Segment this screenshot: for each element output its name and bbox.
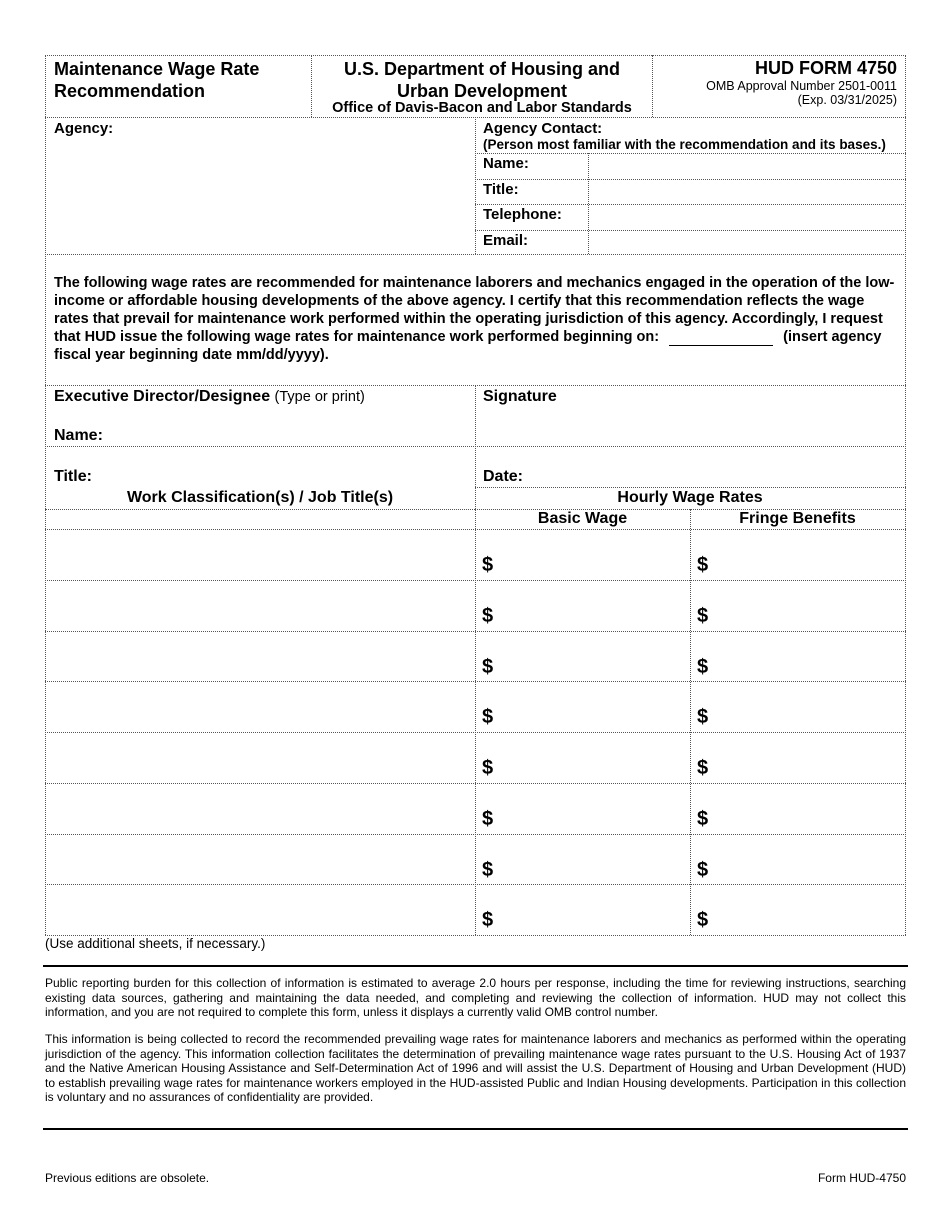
fringe-benefits-dollar-sign: $ <box>697 858 709 881</box>
grid-line <box>475 204 906 205</box>
agency-label: Agency: <box>54 120 114 137</box>
agency-field[interactable] <box>48 140 472 252</box>
grid-line <box>45 55 906 56</box>
fringe-benefits-dollar-sign: $ <box>697 706 709 729</box>
hourly-wage-rates-header: Hourly Wage Rates <box>617 489 763 506</box>
classification-field[interactable] <box>48 908 472 932</box>
grid-line <box>45 529 906 530</box>
grid-line <box>475 230 906 231</box>
contact-email-label: Email: <box>483 232 529 249</box>
signature-box[interactable] <box>476 408 904 445</box>
grid-line <box>475 179 906 180</box>
basic-wage-dollar-sign: $ <box>482 604 494 627</box>
fringe-benefits-dollar-sign: $ <box>697 757 709 779</box>
classification-field[interactable] <box>48 655 472 679</box>
fringe-benefits-dollar-sign: $ <box>697 909 709 932</box>
contact-name-label: Name: <box>483 155 529 172</box>
certification-text-instruction: (insert agency fiscal year beginning date mm/dd/yyyy). <box>54 329 882 363</box>
fringe-benefits-field[interactable] <box>713 705 903 729</box>
basic-wage-dollar-sign: $ <box>482 655 494 678</box>
fringe-benefits-field[interactable] <box>713 604 903 628</box>
fringe-benefits-field[interactable] <box>713 858 903 882</box>
classification-header: Work Classification(s) / Job Title(s) <box>126 489 394 506</box>
grid-line <box>475 385 476 935</box>
fringe-benefits-dollar-sign: $ <box>697 655 709 678</box>
basic-wage-field[interactable] <box>498 705 688 729</box>
grid-line <box>45 55 46 935</box>
director-name-field[interactable] <box>110 424 470 446</box>
agency-contact-label: Agency Contact: <box>483 120 603 137</box>
director-title-field[interactable] <box>104 465 470 487</box>
department-name: U.S. Department of Housing and Urban Development <box>343 59 620 101</box>
additional-sheets-note: (Use additional sheets, if necessary.) <box>45 936 266 951</box>
basic-wage-dollar-sign: $ <box>482 757 494 779</box>
certification-text-main: The following wage rates are recommended for maintenance laborers and mechanics engaged in the operation of the low-income or affordable housing developments of the above agency. I certify that this recommendation reflects the wage rates that prevail for maintenance work performed within the operating jurisdiction of this agency. Accordingly, I request that HUD issue the following wage rates for maintenance work performed beginning on: <box>54 275 895 345</box>
director-heading <box>54 388 365 406</box>
signature-label: Signature <box>483 388 557 405</box>
disclosure-top-rule <box>43 965 908 967</box>
fringe-benefits-field[interactable] <box>713 807 903 831</box>
classification-field[interactable] <box>48 858 472 882</box>
form-title: Maintenance Wage Rate Recommendation <box>54 59 260 101</box>
basic-wage-field[interactable] <box>498 553 688 577</box>
grid-line <box>45 254 906 255</box>
grid-line <box>45 446 906 447</box>
disclosure-bottom-rule <box>43 1128 908 1130</box>
fiscal-year-start-field[interactable] <box>669 329 773 346</box>
grid-line <box>475 153 906 154</box>
contact-name-field[interactable] <box>590 154 904 178</box>
grid-line <box>475 487 906 488</box>
grid-line <box>652 55 653 117</box>
form-number: HUD FORM 4750 <box>754 58 897 78</box>
basic-wage-dollar-sign: $ <box>482 554 494 576</box>
director-note: (Type or print) <box>274 389 365 405</box>
office-name: Office of Davis-Bacon and Labor Standards <box>332 100 632 116</box>
basic-wage-field[interactable] <box>498 807 688 831</box>
form-id: Form HUD-4750 <box>817 1171 906 1185</box>
contact-telephone-label: Telephone: <box>483 206 562 223</box>
classification-field[interactable] <box>48 807 472 831</box>
contact-telephone-field[interactable] <box>590 205 904 229</box>
date-field[interactable] <box>536 465 902 487</box>
grid-line <box>475 117 476 254</box>
fringe-benefits-field[interactable] <box>713 553 903 577</box>
agency-contact-note: (Person most familiar with the recommendation and its bases.) <box>483 137 886 152</box>
basic-wage-field[interactable] <box>498 756 688 780</box>
fringe-benefits-header: Fringe Benefits <box>739 510 856 527</box>
contact-title-field[interactable] <box>590 180 904 204</box>
purpose-statement: This information is being collected to record the recommended prevailing wage rates for maintenance laborers and mechanics as performed within the operating jurisdiction of the agency. This information collection facilitates the determination of prevailing maintenance wage rates pursuant to the U.S. Housing Act of 1937 and the Native American Housing Assistance and Self-Determination Act of 1996 and will assist the U.S. Department of Housing and Urban Development (HUD) to establish prevailing wage rates for maintenance workers employed in the HUD-assisted Public and Indian Housing developments. Participation in this collection is voluntary and no assurances of confidentiality are provided. <box>45 1032 906 1104</box>
contact-email-field[interactable] <box>590 231 904 255</box>
basic-wage-field[interactable] <box>498 858 688 882</box>
basic-wage-field[interactable] <box>498 604 688 628</box>
director-name-label: Name: <box>54 427 103 444</box>
basic-wage-dollar-sign: $ <box>482 909 494 932</box>
fringe-benefits-dollar-sign: $ <box>697 604 709 627</box>
grid-line <box>905 55 906 935</box>
fringe-benefits-field[interactable] <box>713 655 903 679</box>
fringe-benefits-field[interactable] <box>713 908 903 932</box>
grid-line <box>588 153 589 254</box>
omb-approval: OMB Approval Number 2501-0011 <box>706 79 897 93</box>
basic-wage-dollar-sign: $ <box>482 858 494 881</box>
basic-wage-header: Basic Wage <box>537 510 628 527</box>
obsolete-note: Previous editions are obsolete. <box>45 1171 210 1185</box>
certification-text <box>54 274 899 364</box>
director-title-label: Title: <box>54 468 92 485</box>
grid-line <box>690 509 691 935</box>
contact-title-label: Title: <box>483 181 519 198</box>
classification-field[interactable] <box>48 705 472 729</box>
classification-field[interactable] <box>48 604 472 628</box>
fringe-benefits-dollar-sign: $ <box>697 554 709 576</box>
basic-wage-field[interactable] <box>498 655 688 679</box>
fringe-benefits-dollar-sign: $ <box>697 807 709 830</box>
basic-wage-dollar-sign: $ <box>482 706 494 729</box>
expiration-date: (Exp. 03/31/2025) <box>797 93 897 107</box>
classification-field[interactable] <box>48 553 472 577</box>
burden-statement: Public reporting burden for this collection of information is estimated to average 2.0 hours per response, including the time for reviewing instructions, searching existing data sources, gathering and maintaining the data needed, and completing and reviewing the collection of information. HUD may not collect this information, and you are not required to complete this form, unless it displays a currently valid OMB control number. <box>45 976 906 1019</box>
basic-wage-dollar-sign: $ <box>482 807 494 830</box>
classification-field[interactable] <box>48 756 472 780</box>
date-label: Date: <box>483 468 524 485</box>
grid-line <box>45 509 475 510</box>
fringe-benefits-field[interactable] <box>713 756 903 780</box>
basic-wage-field[interactable] <box>498 908 688 932</box>
director-label: Executive Director/Designee <box>54 388 271 405</box>
grid-line <box>311 55 312 117</box>
